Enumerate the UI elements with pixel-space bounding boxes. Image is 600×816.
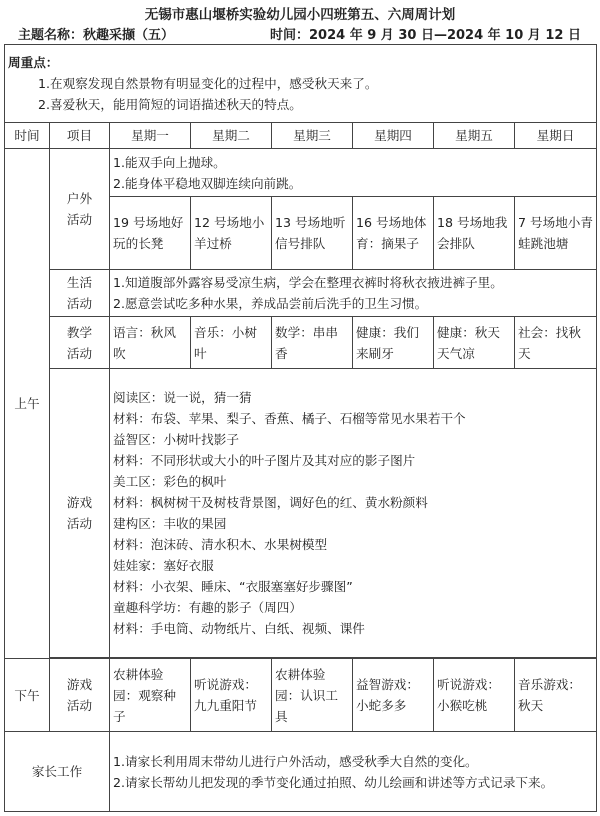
afternoon-tue: 听说游戏：九九重阳节 <box>191 659 272 732</box>
outdoor-label-line2: 活动 <box>66 212 93 227</box>
outdoor-goals-row <box>5 149 597 197</box>
col-header-item: 项目 <box>50 123 110 149</box>
parents-item-2: 2.请家长帮幼儿把发现的季节变化通过拍照、幼儿绘画和讲述等方式记录下来。 <box>113 774 554 790</box>
game-line: 材料：小衣架、睡床、“衣服塞塞好步骤图” <box>113 579 353 594</box>
game-label-line2: 活动 <box>66 516 93 531</box>
afternoon-sun: 音乐游戏：秋天 <box>515 659 597 732</box>
teaching-thu: 健康：我们来刷牙 <box>353 317 434 369</box>
plan-table <box>4 44 597 812</box>
header-row <box>5 123 597 149</box>
outdoor-mon: 19 号场地好玩的长凳 <box>110 197 191 270</box>
afternoon-mon: 农耕体验园：观察种子 <box>110 659 191 732</box>
teaching-sun: 社会：找秋天 <box>515 317 597 369</box>
afternoon-row <box>5 659 597 732</box>
col-header-tue: 星期二 <box>191 123 272 149</box>
life-item-1: 1.知道腹部外露容易受凉生病，学会在整理衣裤时将秋衣掖进裤子里。 <box>113 275 503 290</box>
game-label <box>50 369 110 658</box>
teaching-mon: 语言：秋风吹 <box>110 317 191 369</box>
life-row <box>5 270 597 317</box>
outdoor-tue: 12 号场地小羊过桥 <box>191 197 272 270</box>
focus-item-1: 1.在观察发现自然景物有明显变化的过程中，感受秋天来了。 <box>38 76 378 91</box>
col-header-thu: 星期四 <box>353 123 434 149</box>
outdoor-sun: 7 号场地小青蛙跳池塘 <box>515 197 597 270</box>
life-label <box>50 270 110 317</box>
outdoor-label-line1: 户外 <box>66 191 93 206</box>
teaching-label-line2: 活动 <box>66 345 93 361</box>
afternoon-thu: 益智游戏：小蛇多多 <box>353 659 434 732</box>
time-label: 时间：2024 年 9 月 30 日—2024 年 10 月 12 日 <box>270 28 581 43</box>
teaching-tue: 音乐：小树叶 <box>191 317 272 369</box>
afternoon-game-label-line1: 游戏 <box>66 677 93 692</box>
teaching-row <box>5 317 597 369</box>
morning-label: 上午 <box>5 149 50 659</box>
outdoor-fri: 18 号场地我会排队 <box>434 197 515 270</box>
game-line: 建构区：丰收的果园 <box>113 516 227 531</box>
teaching-fri: 健康：秋天天气凉 <box>434 317 515 369</box>
parents-row <box>5 732 597 812</box>
teaching-label-line1: 教学 <box>66 324 93 340</box>
col-header-sun: 星期日 <box>515 123 597 149</box>
teaching-wed: 数学：串串香 <box>272 317 353 369</box>
game-content <box>110 369 597 658</box>
game-line: 阅读区：说一说，猜一猜 <box>113 390 252 405</box>
col-header-time: 时间 <box>5 123 50 149</box>
game-line: 美工区：彩色的枫叶 <box>113 474 227 489</box>
game-line: 童趣科学坊：有趣的影子（周四） <box>113 600 302 615</box>
life-label-line2: 活动 <box>66 296 93 311</box>
parents-content <box>110 732 597 812</box>
afternoon-game-label <box>50 659 110 732</box>
focus-cell <box>5 45 597 123</box>
teaching-label <box>50 317 110 369</box>
document-title: 无锡市惠山堰桥实验幼儿园小四班第五、六周周计划 <box>144 7 456 23</box>
outdoor-goals <box>110 149 597 197</box>
life-item-2: 2.愿意尝试吃多种水果，养成品尝前后洗手的卫生习惯。 <box>113 296 428 311</box>
col-header-wed: 星期三 <box>272 123 353 149</box>
game-line: 益智区：小树叶找影子 <box>113 432 239 447</box>
focus-item-2: 2.喜爱秋天，能用简短的词语描述秋天的特点。 <box>38 97 302 112</box>
game-line: 材料：布袋、苹果、梨子、香蕉、橘子、石榴等常见水果若干个 <box>113 411 466 426</box>
outdoor-goal-2: 2.能身体平稳地双脚连续向前跳。 <box>113 175 302 191</box>
game-line: 材料：手电筒、动物纸片、白纸、视频、课件 <box>113 621 365 636</box>
outdoor-label <box>50 149 110 270</box>
afternoon-label: 下午 <box>5 659 50 732</box>
game-line: 材料：不同形状或大小的叶子图片及其对应的影子图片 <box>113 453 416 468</box>
afternoon-game-label-line2: 活动 <box>66 698 93 713</box>
theme-label: 主题名称：秋趣采撷（五） <box>18 28 175 43</box>
afternoon-wed: 农耕体验园：认识工具 <box>272 659 353 732</box>
afternoon-fri: 听说游戏：小猴吃桃 <box>434 659 515 732</box>
game-line: 娃娃家：塞好衣服 <box>113 558 214 573</box>
game-label-line1: 游戏 <box>66 495 93 510</box>
parents-item-1: 1.请家长利用周末带幼儿进行户外活动，感受秋季大自然的变化。 <box>113 753 478 769</box>
game-row <box>5 369 597 658</box>
outdoor-thu: 16 号场地体育：摘果子 <box>353 197 434 270</box>
game-line: 材料：枫树树干及树枝背景图，调好色的红、黄水粉颜料 <box>113 495 428 510</box>
outdoor-goal-1: 1.能双手向上抛球。 <box>113 154 226 170</box>
game-line: 材料：泡沫砖、清水积木、水果树模型 <box>113 537 328 552</box>
parents-label: 家长工作 <box>5 732 110 812</box>
focus-row <box>5 45 597 123</box>
col-header-fri: 星期五 <box>434 123 515 149</box>
life-content <box>110 270 597 317</box>
col-header-mon: 星期一 <box>110 123 191 149</box>
focus-heading: 周重点： <box>8 55 59 70</box>
outdoor-wed: 13 号场地听信号排队 <box>272 197 353 270</box>
life-label-line1: 生活 <box>66 275 93 290</box>
